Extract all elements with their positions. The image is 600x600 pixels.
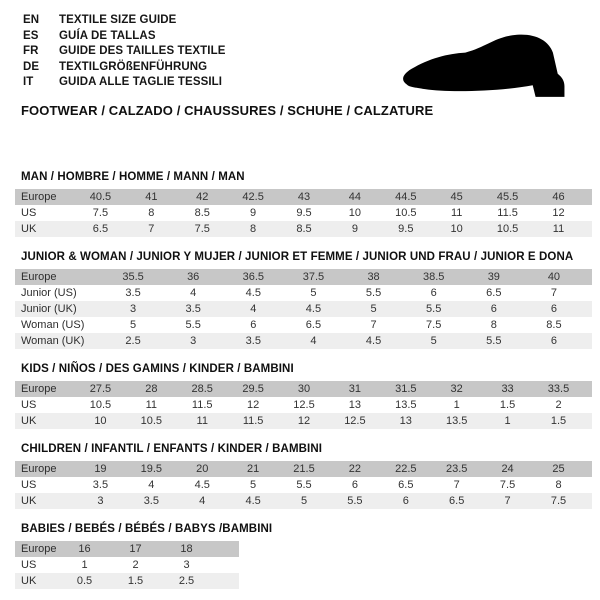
size-cell: 7 — [370, 318, 377, 331]
size-cell: 7 — [504, 494, 511, 507]
table-row — [15, 557, 239, 573]
size-cell: 28 — [145, 382, 158, 395]
table-row — [15, 317, 592, 333]
size-cell: 33 — [501, 382, 514, 395]
size-cell: 4.5 — [245, 494, 261, 507]
size-cell: 11.5 — [497, 206, 518, 219]
size-cell: 21.5 — [293, 462, 315, 475]
size-cell: 22 — [348, 462, 362, 475]
size-cell: 46 — [552, 190, 565, 203]
size-cell: 8.5 — [194, 206, 210, 219]
size-cell: 6 — [351, 478, 358, 491]
size-cell: 8.5 — [296, 222, 312, 235]
size-cell: 36.5 — [242, 270, 265, 283]
row-label: Woman (UK) — [21, 334, 85, 347]
row-label: UK — [21, 574, 37, 587]
size-cell: 4 — [310, 334, 317, 347]
size-cell: 45.5 — [496, 190, 519, 203]
size-cell: 12 — [246, 398, 260, 411]
size-cell: 7 — [148, 222, 155, 235]
row-label: US — [21, 206, 37, 219]
size-cell: 38 — [367, 270, 380, 283]
size-cell: 40 — [547, 270, 561, 283]
size-cell: 5 — [310, 286, 317, 299]
size-cell: 12 — [297, 414, 311, 427]
spacer-cell — [584, 301, 592, 317]
size-cell: 24 — [501, 462, 514, 475]
size-cell: 9.5 — [296, 206, 312, 219]
size-cell: 16 — [78, 542, 91, 555]
spacer-cell — [212, 557, 239, 573]
table-row — [15, 413, 592, 429]
size-cell: 11 — [145, 398, 158, 411]
size-cell: 11.5 — [191, 398, 213, 411]
spacer-cell — [584, 285, 592, 301]
size-cell: 11 — [196, 414, 208, 427]
size-cell: 6.5 — [398, 478, 414, 491]
language-label: TEXTILGRÖßENFÜHRUNG — [59, 60, 208, 73]
size-section — [15, 363, 600, 429]
size-cell: 6.5 — [92, 222, 109, 235]
size-cell: 33.5 — [547, 382, 570, 395]
size-cell: 3.5 — [185, 302, 201, 315]
table-row — [15, 573, 239, 589]
row-label: UK — [21, 222, 37, 235]
size-cell: 43 — [297, 190, 311, 203]
size-cell: 6.5 — [486, 286, 502, 299]
size-cell: 6 — [430, 286, 437, 299]
size-cell: 11 — [450, 206, 463, 219]
size-cell: 30 — [297, 382, 311, 395]
size-cell: 5 — [370, 302, 377, 315]
size-cell: 3 — [183, 558, 190, 571]
size-cell: 11 — [552, 222, 565, 235]
size-cell: 7 — [453, 478, 460, 491]
spacer-cell — [584, 269, 592, 285]
row-label: Junior (US) — [21, 286, 77, 299]
size-cell: 28.5 — [191, 382, 213, 395]
size-cell: 5.5 — [296, 478, 312, 491]
table-row — [15, 285, 592, 301]
size-guide-table — [15, 541, 239, 589]
size-cell: 4 — [148, 478, 155, 491]
size-cell: 44 — [348, 190, 362, 203]
size-cell: 18 — [180, 542, 193, 555]
size-cell: 10.5 — [140, 414, 163, 427]
size-cell: 1 — [504, 414, 511, 427]
size-cell: 5 — [250, 478, 257, 491]
size-cell: 44.5 — [395, 190, 417, 203]
size-cell: 42 — [196, 190, 209, 203]
table-row — [15, 493, 592, 509]
size-cell: 29.5 — [242, 382, 264, 395]
size-cell: 7.5 — [92, 206, 109, 219]
size-cell: 9 — [250, 206, 257, 219]
language-label: TEXTILE SIZE GUIDE — [59, 14, 177, 26]
row-label: US — [21, 558, 37, 571]
size-tables — [15, 171, 600, 589]
size-cell: 2.5 — [178, 574, 195, 587]
language-label: GUÍA DE TALLAS — [59, 29, 156, 42]
size-cell: 6 — [402, 494, 409, 507]
size-cell: 9 — [351, 222, 358, 235]
size-cell: 3.5 — [125, 286, 141, 299]
size-cell: 22.5 — [395, 462, 417, 475]
size-cell: 5.5 — [486, 334, 502, 347]
table-row — [15, 333, 592, 349]
size-cell: 4 — [199, 494, 206, 507]
size-cell: 12 — [552, 206, 565, 219]
size-cell: 40.5 — [89, 190, 112, 203]
size-cell: 5.5 — [365, 286, 382, 299]
section-title: KIDS / NIÑOS / DES GAMINS / KINDER / BAMBINI — [21, 362, 294, 375]
size-cell: 39 — [487, 270, 500, 283]
size-cell: 7.5 — [194, 222, 210, 235]
size-cell: 45 — [450, 190, 463, 203]
size-cell: 8.5 — [546, 318, 562, 331]
spacer-cell — [584, 189, 592, 205]
size-cell: 7 — [550, 286, 557, 299]
size-cell: 5.5 — [347, 494, 363, 507]
size-cell: 31 — [348, 382, 362, 395]
language-code: IT — [23, 76, 34, 88]
size-cell: 8 — [148, 206, 155, 219]
language-code: FR — [23, 45, 39, 57]
row-label: US — [21, 398, 37, 411]
size-cell: 17 — [129, 542, 142, 555]
size-cell: 2.5 — [125, 334, 141, 347]
size-cell: 11.5 — [242, 414, 264, 427]
size-cell: 4.5 — [365, 334, 382, 347]
spacer-cell — [584, 477, 592, 493]
size-cell: 19.5 — [140, 462, 163, 475]
size-cell: 1.5 — [550, 414, 567, 427]
section-title: JUNIOR & WOMAN / JUNIOR Y MUJER / JUNIOR ET FEMME / JUNIOR UND FRAU / JUNIOR E DONA — [21, 250, 574, 263]
language-label: GUIDE DES TAILLES TEXTILE — [59, 45, 226, 57]
size-cell: 36 — [187, 270, 200, 283]
language-label: GUIDA ALLE TAGLIE TESSILI — [59, 76, 223, 88]
size-cell: 5.5 — [426, 302, 442, 315]
size-cell: 5 — [130, 318, 137, 331]
size-cell: 12.5 — [293, 398, 315, 411]
row-label: US — [21, 478, 37, 491]
size-cell: 3 — [97, 494, 104, 507]
size-guide-table — [15, 461, 592, 509]
category-line: FOOTWEAR / CALZADO / CHAUSSURES / SCHUHE / CALZATURE — [21, 102, 434, 118]
size-cell: 2 — [555, 398, 562, 411]
row-label: UK — [21, 494, 37, 507]
spacer-cell — [584, 413, 592, 429]
size-cell: 13.5 — [445, 414, 468, 427]
size-cell: 6 — [250, 318, 257, 331]
section-title: BABIES / BEBÉS / BÉBÉS / BABYS /BAMBINI — [21, 522, 273, 535]
section-title: CHILDREN / INFANTIL / ENFANTS / KINDER / BAMBINI — [21, 442, 323, 455]
size-cell: 13 — [399, 414, 412, 427]
size-cell: 3.5 — [92, 478, 109, 491]
size-cell: 0.5 — [76, 574, 93, 587]
row-label: UK — [21, 414, 37, 427]
size-cell: 10.5 — [496, 222, 519, 235]
row-label: Europe — [21, 270, 57, 283]
size-cell: 38.5 — [422, 270, 445, 283]
size-cell: 27.5 — [89, 382, 112, 395]
spacer-cell — [584, 461, 592, 477]
size-cell: 5 — [430, 334, 437, 347]
size-section — [15, 171, 600, 237]
size-section — [15, 251, 600, 349]
size-cell: 6.5 — [305, 318, 322, 331]
size-cell: 6.5 — [449, 494, 465, 507]
row-label: Europe — [21, 190, 57, 203]
size-cell: 3.5 — [245, 334, 261, 347]
table-row — [15, 461, 592, 477]
size-cell: 4.5 — [194, 478, 210, 491]
row-label: Europe — [21, 382, 57, 395]
row-label: Europe — [21, 542, 57, 555]
size-cell: 13 — [348, 398, 362, 411]
shoe-icon-svg — [398, 30, 576, 104]
size-cell: 25 — [552, 462, 565, 475]
size-cell: 10.5 — [89, 398, 112, 411]
size-cell: 6 — [550, 334, 557, 347]
size-cell: 1 — [453, 398, 460, 411]
spacer-cell — [584, 397, 592, 413]
size-cell: 7.5 — [499, 478, 516, 491]
language-code: EN — [23, 14, 40, 26]
language-code: ES — [23, 29, 39, 42]
size-section — [15, 523, 600, 589]
size-cell: 20 — [196, 462, 209, 475]
size-guide-table — [15, 269, 592, 349]
size-cell: 4 — [250, 302, 257, 315]
size-cell: 9.5 — [398, 222, 414, 235]
table-row — [15, 221, 592, 237]
size-cell: 10 — [450, 222, 463, 235]
size-cell: 12.5 — [344, 414, 366, 427]
table-row — [15, 477, 592, 493]
row-label: Europe — [21, 462, 57, 475]
size-cell: 3.5 — [143, 494, 159, 507]
size-cell: 13.5 — [395, 398, 417, 411]
size-cell: 23.5 — [445, 462, 468, 475]
size-cell: 8 — [250, 222, 257, 235]
spacer-cell — [584, 493, 592, 509]
spacer-cell — [584, 205, 592, 221]
language-row — [23, 14, 600, 27]
size-cell: 35.5 — [122, 270, 144, 283]
spacer-cell — [584, 333, 592, 349]
table-row — [15, 205, 592, 221]
section-title: MAN / HOMBRE / HOMME / MANN / MAN — [21, 170, 245, 183]
size-cell: 6 — [550, 302, 557, 315]
size-cell: 1 — [81, 558, 88, 571]
size-cell: 4.5 — [245, 286, 261, 299]
row-label: Junior (UK) — [21, 302, 77, 315]
size-cell: 2 — [132, 558, 139, 571]
size-cell: 5.5 — [185, 318, 201, 331]
spacer-cell — [212, 573, 239, 589]
size-cell: 8 — [490, 318, 497, 331]
table-row — [15, 301, 592, 317]
size-guide-table — [15, 381, 592, 429]
table-row — [15, 381, 592, 397]
table-row — [15, 189, 592, 205]
spacer-cell — [584, 221, 592, 237]
size-cell: 32 — [450, 382, 463, 395]
size-cell: 21 — [246, 462, 260, 475]
size-cell: 31.5 — [395, 382, 417, 395]
size-cell: 6 — [490, 302, 497, 315]
size-cell: 3 — [190, 334, 197, 347]
size-guide-table — [15, 189, 592, 237]
size-cell: 7.5 — [426, 318, 442, 331]
spacer-cell — [584, 317, 592, 333]
size-cell: 8 — [555, 478, 562, 491]
size-cell: 4 — [190, 286, 197, 299]
table-row — [15, 269, 592, 285]
size-cell: 19 — [94, 462, 107, 475]
size-cell: 7.5 — [550, 494, 567, 507]
language-code: DE — [23, 60, 40, 73]
size-cell: 3 — [130, 302, 137, 315]
table-row — [15, 397, 592, 413]
size-section — [15, 443, 600, 509]
size-cell: 1.5 — [127, 574, 144, 587]
row-label: Woman (US) — [21, 318, 85, 331]
size-cell: 41 — [145, 190, 158, 203]
size-cell: 5 — [300, 494, 308, 507]
size-cell: 10 — [94, 414, 107, 427]
table-row — [15, 541, 239, 557]
shoe-icon — [398, 30, 576, 104]
size-cell: 1.5 — [499, 398, 516, 411]
size-cell: 10.5 — [395, 206, 417, 219]
size-cell: 37.5 — [302, 270, 325, 283]
size-cell: 10 — [348, 206, 362, 219]
spacer-cell — [212, 541, 239, 557]
size-cell: 42.5 — [242, 190, 264, 203]
spacer-cell — [584, 381, 592, 397]
size-cell: 4.5 — [305, 302, 322, 315]
